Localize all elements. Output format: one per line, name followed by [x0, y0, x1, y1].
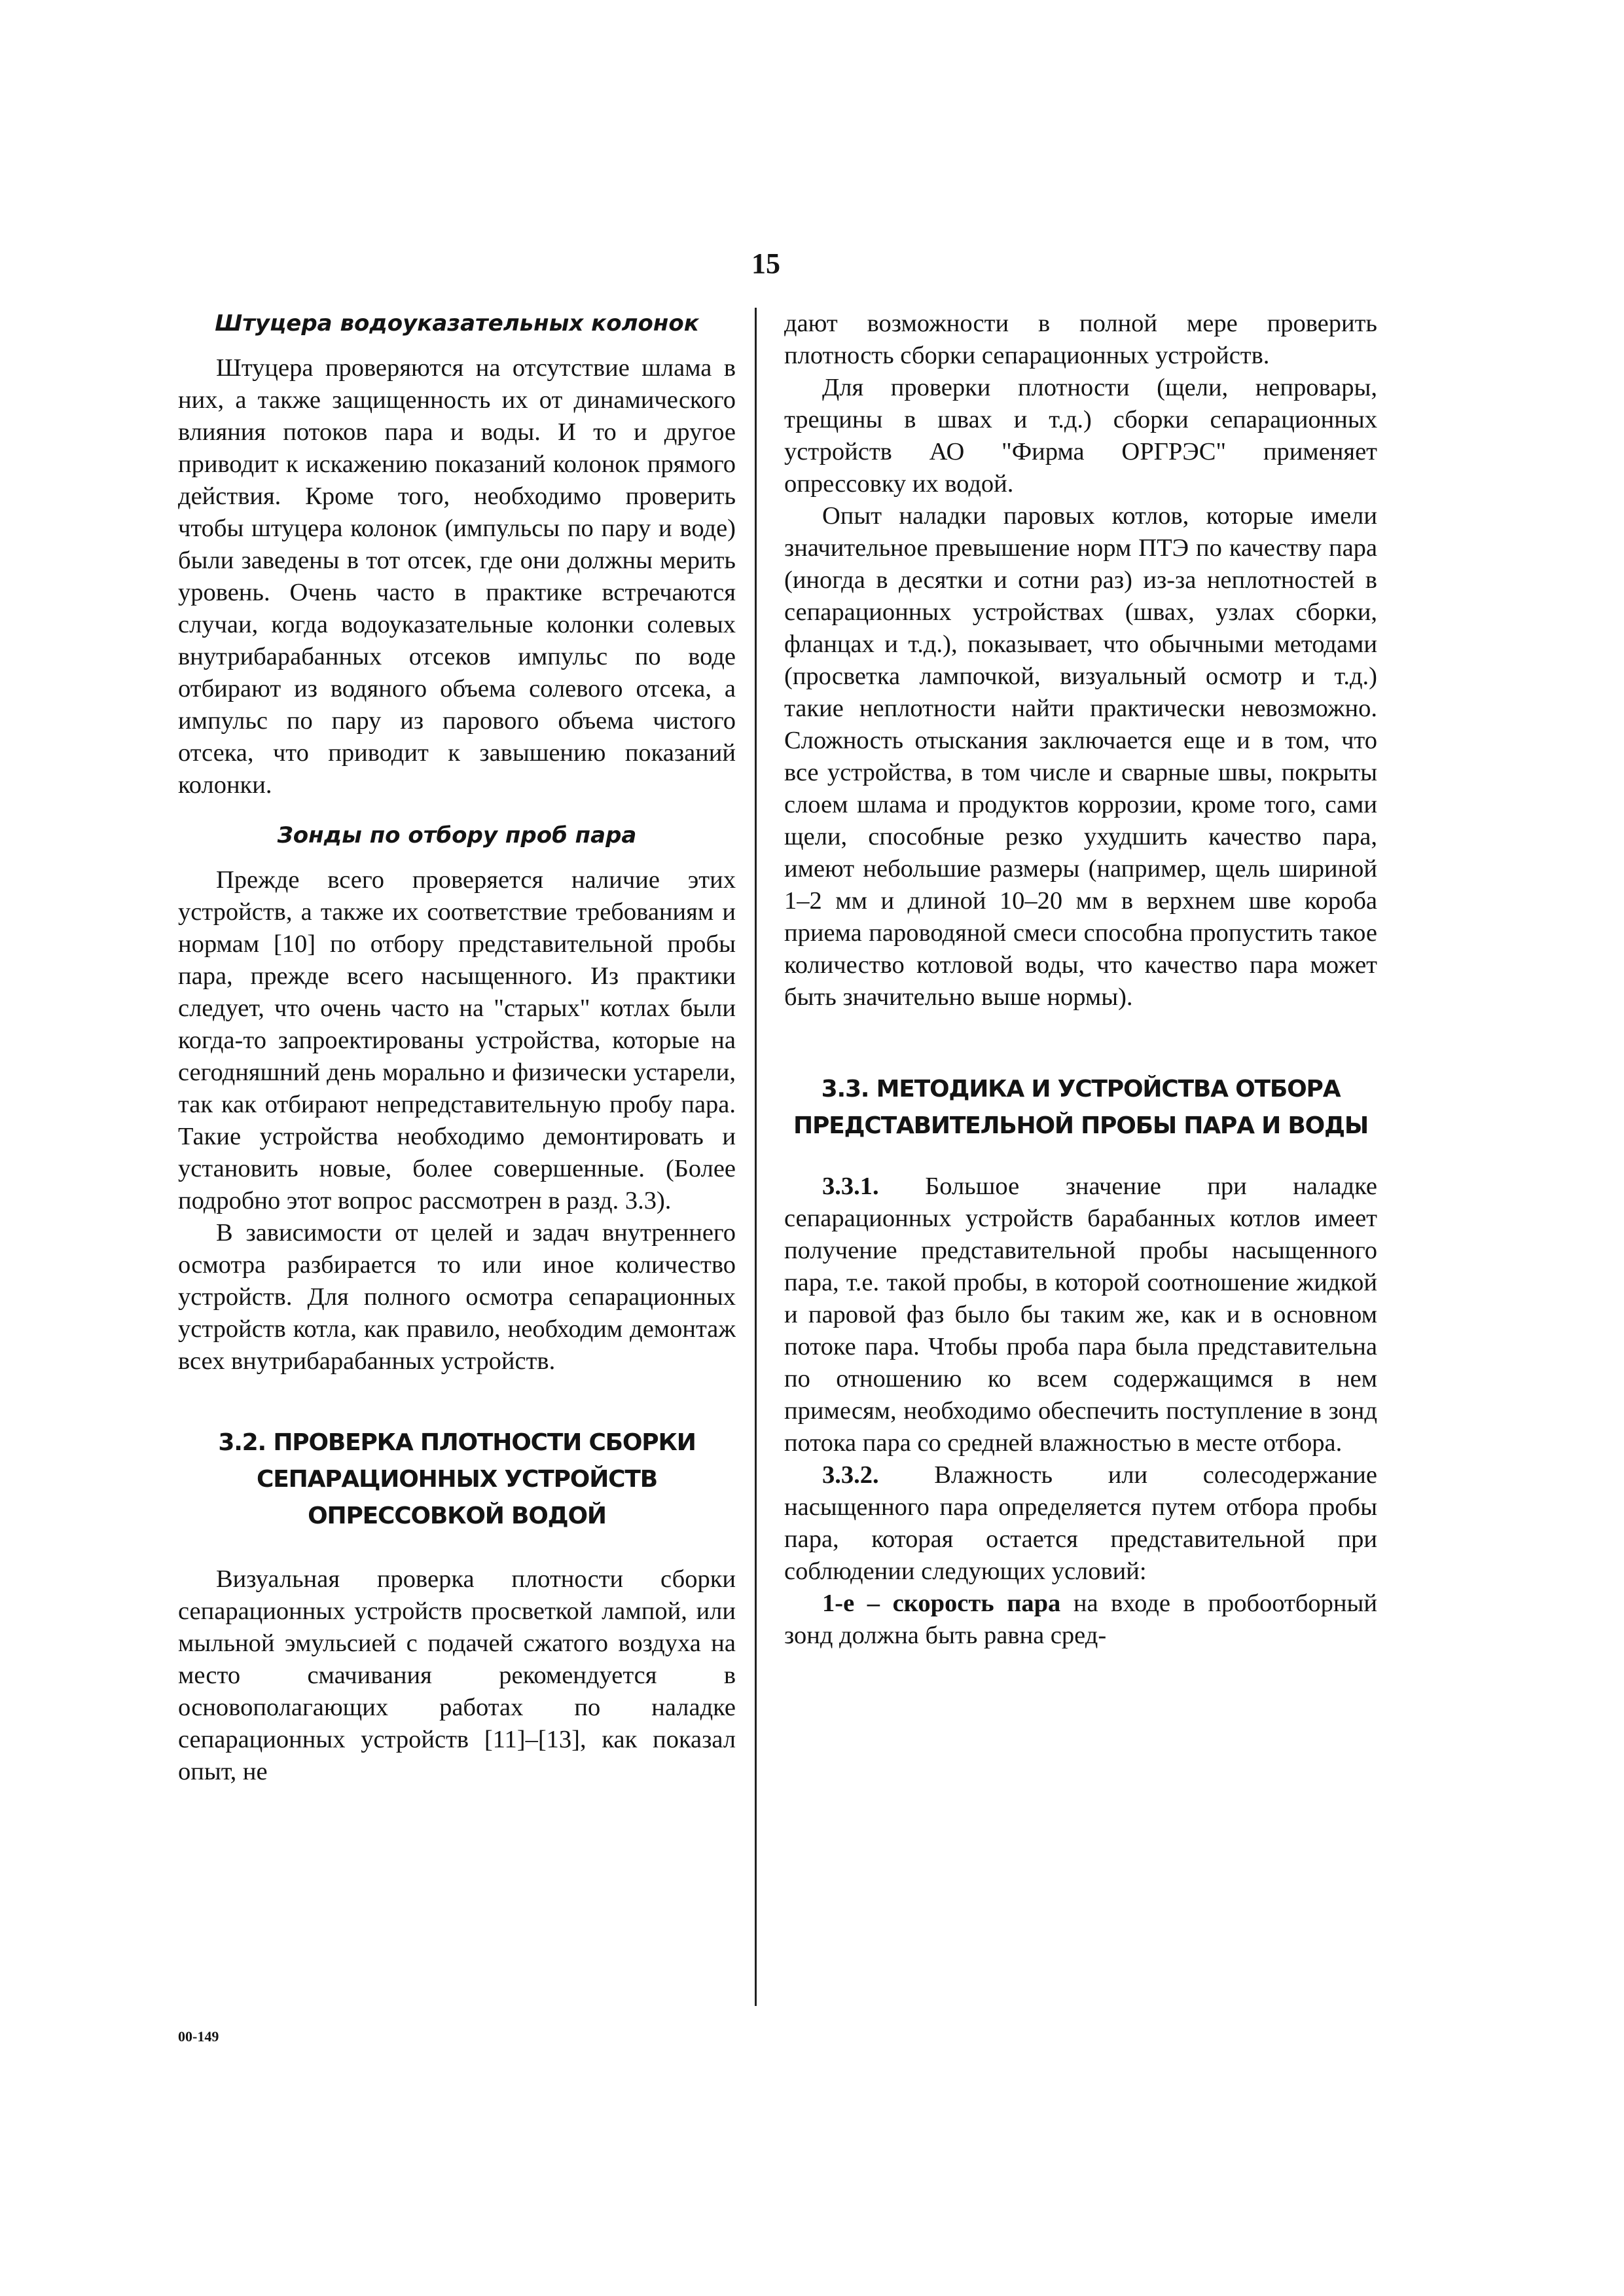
page-number: 15: [751, 247, 780, 280]
paragraph-condition-1: [784, 1588, 1377, 1652]
paragraph-pressure-test: Для проверки плотности (щели, непровары, трещины в швах и т.д.) сборки сепарационных устройств АО "Фирма ОРГРЭС" применяет опрессовку их водой.: [784, 374, 1377, 498]
right-column: [784, 308, 1377, 1652]
condition-label-1: 1-е – скорость пара: [822, 1590, 1061, 1617]
paragraph-3-3-1: [784, 1171, 1377, 1459]
paragraph-inspection-scope: В зависимости от целей и задач внутреннего осмотра разбирается то или иное количество устройств. Для полного осмотра сепарационных устройств котла, как правило, необходим демонтаж всех внутрибарабанных устройств.: [178, 1219, 736, 1375]
paragraph-steam-probes: Прежде всего проверяется наличие этих устройств, а также их соответствие требованиям и нормам [10] по отбору представительной пробы пара, прежде всего насыщенного. Из практики следует, что очень часто на "старых" котлах были когда-то запроектированы устройства, которые на сегодняшний день морально и физически устарели, так как отбирают непредставительную пробу пара. Такие устройства необходимо демонтировать и установить новые, более совершенные. (Более подробно этот вопрос рассмотрен в разд. 3.3).: [178, 866, 736, 1214]
paragraph-experience: Опыт наладки паровых котлов, которые имели значительное превышение норм ПТЭ по качеству пара (иногда в десятки и сотни раз) из-за неплотностей в сепарационных устройствах (швах, узлах сборки, фланцах и т.д.), показывает, что обычными методами (просветка лампочкой, визуальный осмотр и т.д.) такие неплотности найти практически невозможно. Сложность отыскания заключается еще и в том, что все устройства, в том числе и сварные швы, покрыты слоем шлама и продуктов коррозии, кроме того, сами щели, способные резко ухудшить качество пара, имеют небольшие размеры (например, щель шириной 1–2 мм и длиной 10–20 мм в верхнем шве короба приема пароводяной смеси способна пропустить такое количество котловой воды, что качество пара может быть значительно выше нормы).: [784, 502, 1377, 1011]
paragraph-gauge-fittings: Штуцера проверяются на отсутствие шлама в них, а также защищенность их от динамического влияния потоков пара и воды. И то и другое приводит к искажению показаний колонок прямого действия. Кроме того, необходимо проверить чтобы штуцера колонок (импульсы по пару и воде) были заведены в тот отсек, где они должны мерить уровень. Очень часто в практике встречаются случаи, когда водоуказательные колонки солевых внутрибарабанных отсеков импульс по воде отбирают из водяного объема солевого отсека, а импульс по пару из парового объема чистого отсека, что приводит к завышению показаний колонки.: [178, 354, 736, 799]
subhead-gauge-fittings: Штуцера водоуказательных колонок: [215, 310, 699, 337]
paragraph-visual-check: Визуальная проверка плотности сборки сепарационных устройств просветкой лампой, или мыльной эмульсией с подачей сжатого воздуха на место смачивания рекомендуется в основополагающих работах по наладке сепарационных устройств [11]–[13], как показал опыт, не: [178, 1565, 736, 1785]
section-title-3-2: 3.2. ПРОВЕРКА ПЛОТНОСТИ СБОРКИ СЕПАРАЦИОННЫХ УСТРОЙСТВ ОПРЕССОВКОЙ ВОДОЙ: [218, 1429, 696, 1529]
footer-code: 00-149: [178, 2028, 219, 2045]
condition-text-1: на входе в пробоотборный зонд должна быть равна сред-: [784, 1590, 1377, 1649]
subhead-steam-probes: Зонды по отбору проб пара: [277, 822, 637, 848]
left-column: [178, 308, 736, 1788]
clause-text-3-3-2: Влажность или солесодержание насыщенного пара определяется путем отбора пробы пара, которая остается представительной при соблюдении следующих условий:: [784, 1461, 1377, 1585]
column-divider: [755, 308, 757, 2006]
paragraph-3-3-2: [784, 1459, 1377, 1588]
paragraph-continuation: дают возможности в полной мере проверить плотность сборки сепарационных устройств.: [784, 310, 1377, 369]
section-title-3-3: 3.3. МЕТОДИКА И УСТРОЙСТВА ОТБОРА ПРЕДСТАВИТЕЛЬНОЙ ПРОБЫ ПАРА И ВОДЫ: [793, 1076, 1368, 1139]
clause-text-3-3-1: Большое значение при наладке сепарационных устройств барабанных котлов имеет получение представительной пробы насыщенного пара, т.е. такой пробы, в которой соотношение жидкой и паровой фаз было бы таким же, как и в основном потоке пара. Чтобы проба пара была представительна по отношению ко всем содержащимся в нем примесям, необходимо обеспечить поступление в зонд потока пара со средней влажностью в месте отбора.: [784, 1173, 1377, 1457]
clause-number-3-3-2: 3.3.2.: [822, 1461, 879, 1489]
clause-number-3-3-1: 3.3.1.: [822, 1173, 879, 1200]
